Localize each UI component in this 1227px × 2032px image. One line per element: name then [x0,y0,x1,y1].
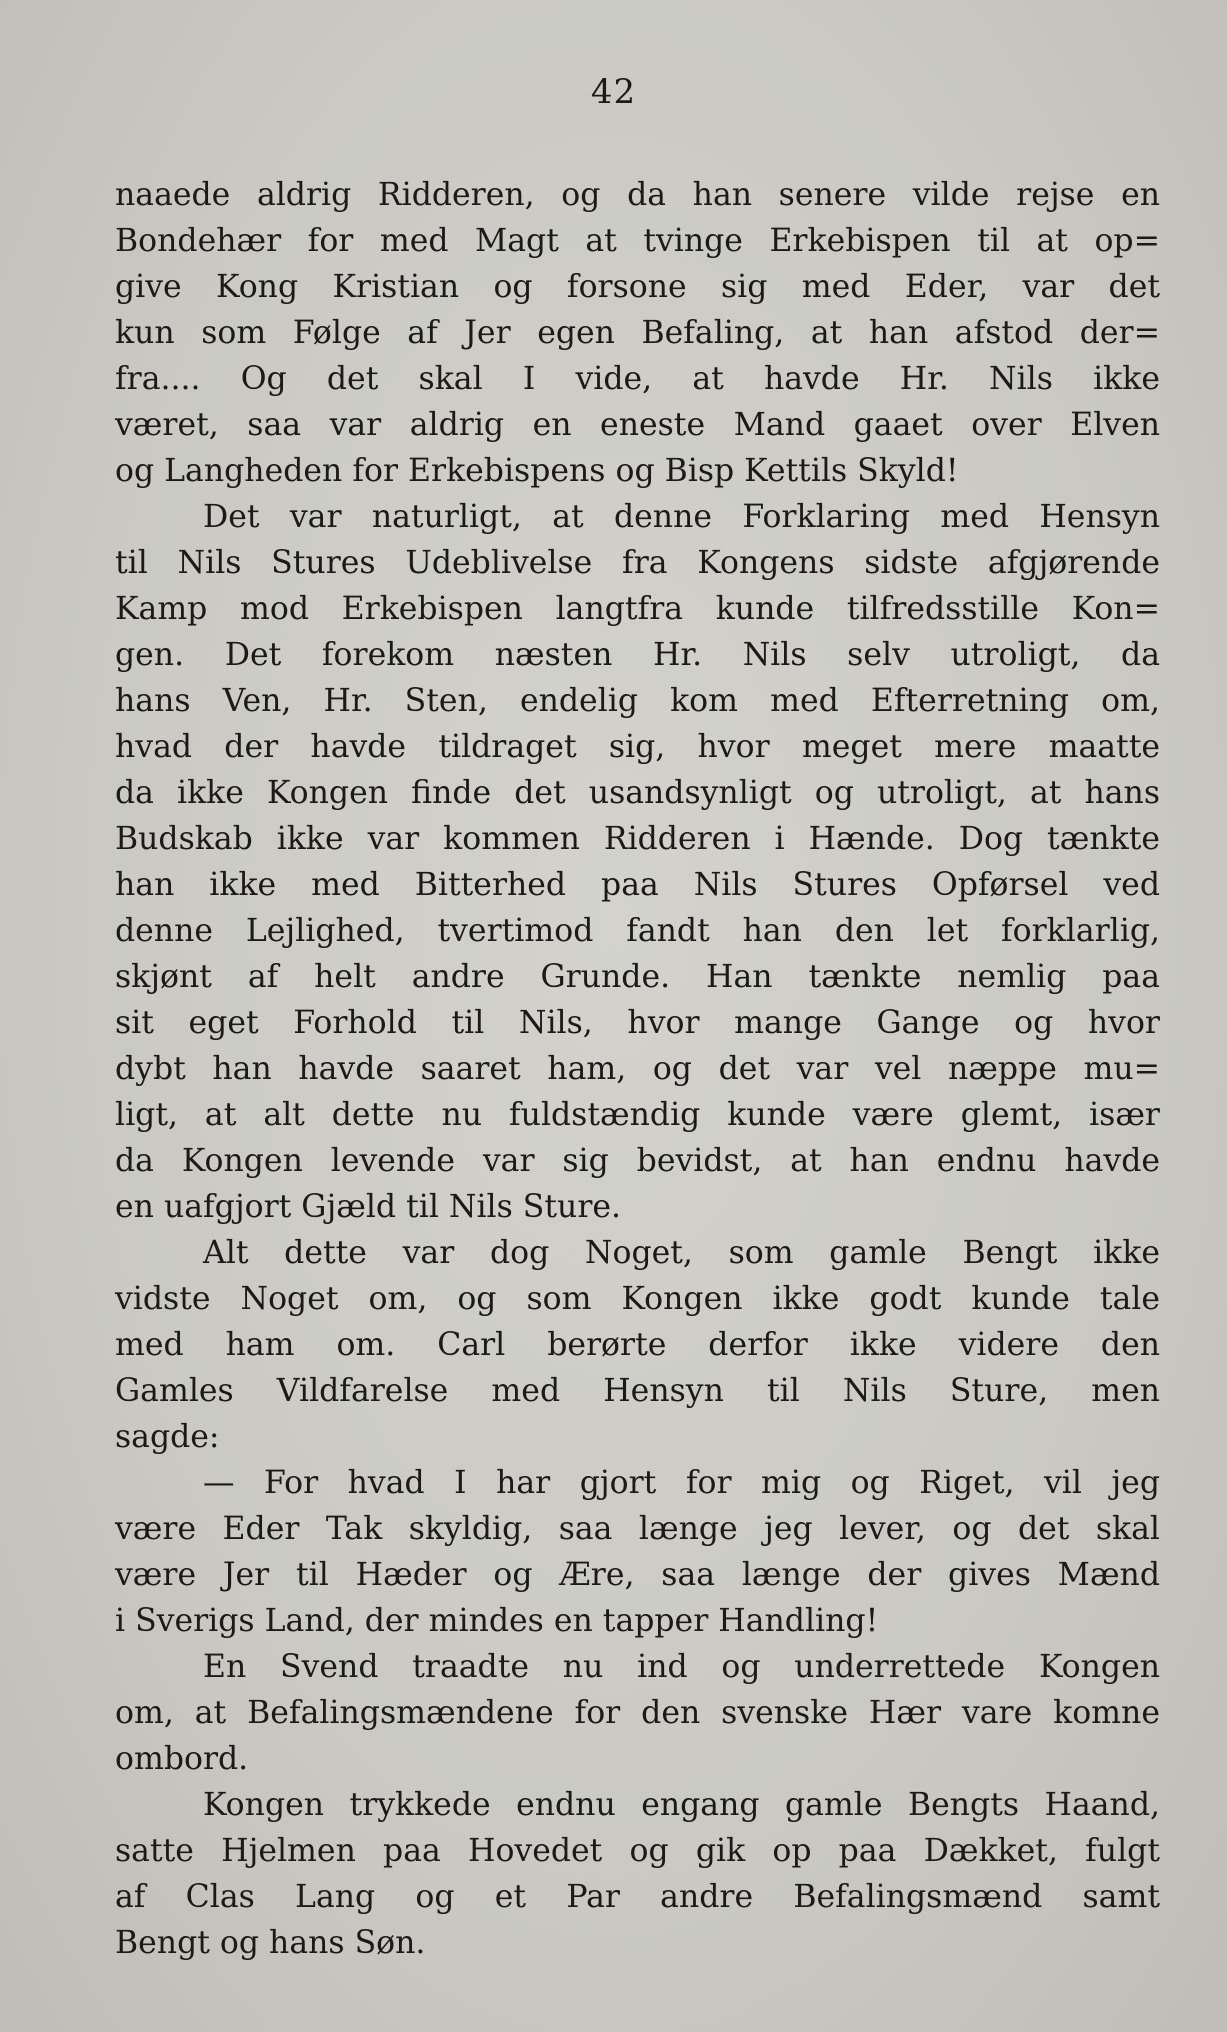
text-line: Bondehær for med Magt at tvinge Erkebispen til at op= [115,223,1160,259]
text-line: Budskab ikke var kommen Ridderen i Hænde. Dog tænkte [115,821,1160,857]
text-line: Kamp mod Erkebispen langtfra kunde tilfredsstille Kon= [115,591,1160,627]
text-line: En Svend traadte nu ind og underrettede Kongen [203,1649,1160,1685]
text-line: sit eget Forhold til Nils, hvor mange Gange og hvor [115,1005,1160,1041]
text-line: været, saa var aldrig en eneste Mand gaaet over Elven [115,407,1160,443]
text-line: være Jer til Hæder og Ære, saa længe der gives Mænd [115,1557,1160,1593]
text-line: da Kongen levende var sig bevidst, at han endnu havde [115,1143,1160,1179]
text-line: skjønt af helt andre Grunde. Han tænkte nemlig paa [115,959,1160,995]
text-line: af Clas Lang og et Par andre Befalingsmænd samt [115,1879,1160,1915]
text-line: ombord. [115,1741,249,1777]
text-line: kun som Følge af Jer egen Befaling, at han afstod der= [115,315,1160,351]
text-line: til Nils Stures Udeblivelse fra Kongens sidste afgjørende [115,545,1160,581]
text-line: da ikke Kongen finde det usandsynligt og utroligt, at hans [115,775,1160,811]
text-line: denne Lejlighed, tvertimod fandt han den let forklarlig, [115,913,1160,949]
text-line: være Eder Tak skyldig, saa længe jeg lever, og det skal [115,1511,1160,1547]
body-text [115,172,1160,1966]
text-line: om, at Befalingsmændene for den svenske Hær vare komne [115,1695,1160,1731]
text-line: Alt dette var dog Noget, som gamle Bengt ikke [203,1235,1160,1271]
text-line: satte Hjelmen paa Hovedet og gik op paa Dækket, fulgt [115,1833,1160,1869]
text-line: hans Ven, Hr. Sten, endelig kom med Efterretning om, [115,683,1160,719]
text-line: Kongen trykkede endnu engang gamle Bengts Haand, [203,1787,1160,1823]
text-line: i Sverigs Land, der mindes en tapper Handling! [115,1603,879,1639]
text-line: naaede aldrig Ridderen, og da han senere vilde rejse en [115,177,1160,213]
page-number: 42 [590,72,637,112]
text-line: vidste Noget om, og som Kongen ikke godt kunde tale [115,1281,1160,1317]
text-line: Bengt og hans Søn. [115,1925,426,1961]
text-line: dybt han havde saaret ham, og det var vel næppe mu= [115,1051,1160,1087]
text-line: — For hvad I har gjort for mig og Riget, vil jeg [203,1465,1160,1501]
text-line: han ikke med Bitterhed paa Nils Stures Opførsel ved [115,867,1160,903]
text-line: sagde: [115,1419,220,1455]
text-line: og Langheden for Erkebispens og Bisp Kettils Skyld! [115,453,959,489]
text-line: hvad der havde tildraget sig, hvor meget mere maatte [115,729,1160,765]
text-line: en uafgjort Gjæld til Nils Sture. [115,1189,622,1225]
text-line: Gamles Vildfarelse med Hensyn til Nils Sture, men [115,1373,1160,1409]
text-line: gen. Det forekom næsten Hr. Nils selv utroligt, da [115,637,1160,673]
text-line: give Kong Kristian og forsone sig med Eder, var det [115,269,1160,305]
text-line: Det var naturligt, at denne Forklaring med Hensyn [203,499,1160,535]
text-line: med ham om. Carl berørte derfor ikke videre den [115,1327,1160,1363]
text-line: fra.... Og det skal I vide, at havde Hr. Nils ikke [115,361,1160,397]
text-line: ligt, at alt dette nu fuldstændig kunde være glemt, især [115,1097,1160,1133]
